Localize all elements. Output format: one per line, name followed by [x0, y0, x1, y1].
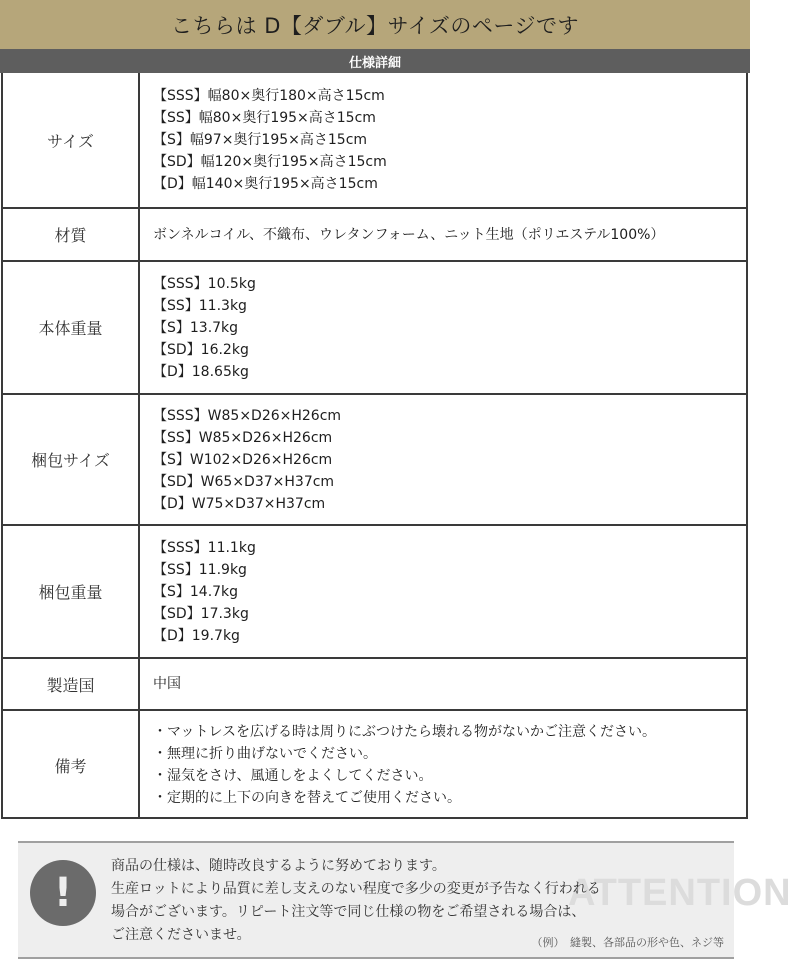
spec-label: 梱包サイズ	[3, 395, 140, 524]
spec-label: 梱包重量	[3, 526, 140, 657]
value-line: 中国	[153, 676, 181, 692]
value-line: 【SSS】W85×D26×H26cm	[153, 407, 342, 424]
value-line: 【SD】16.2kg	[153, 341, 249, 358]
value-line: 【SS】11.3kg	[153, 297, 247, 314]
spec-row-weight	[3, 260, 746, 393]
spec-value	[140, 262, 746, 393]
spec-label: 材質	[3, 209, 140, 260]
spec-label: 本体重量	[3, 262, 140, 393]
value-line: 【SD】幅120×奥行195×高さ15cm	[153, 154, 387, 170]
spec-row-size	[3, 73, 746, 207]
value-line: 【S】W102×D26×H26cm	[153, 451, 333, 468]
spec-label: 備考	[3, 711, 140, 819]
value-line: 【SD】17.3kg	[153, 605, 249, 622]
value-line: 【D】W75×D37×H37cm	[153, 495, 326, 512]
value-line: 【SS】幅80×奥行195×高さ15cm	[153, 110, 376, 126]
spec-row-package-size	[3, 393, 746, 524]
notice-divider-bottom	[18, 957, 734, 959]
spec-header	[0, 49, 750, 73]
spec-value	[140, 659, 746, 709]
notice-line: ご注意くださいませ。	[111, 927, 251, 943]
spec-label: 製造国	[3, 659, 140, 709]
value-line: 【SS】W85×D26×H26cm	[153, 429, 333, 446]
exclamation-mark: !	[53, 870, 73, 916]
value-line: 【SS】11.9kg	[153, 561, 247, 578]
value-line: 【D】幅140×奥行195×高さ15cm	[153, 176, 378, 192]
value-line: ・マットレスを広げる時は周りにぶつけたら壊れる物がないかご注意ください。	[153, 724, 657, 740]
spec-row-material	[3, 207, 746, 260]
spec-header-label: 仕様詳細	[348, 55, 401, 71]
value-line: 【S】幅97×奥行195×高さ15cm	[153, 132, 368, 148]
spec-value	[140, 73, 746, 207]
spec-value	[140, 395, 746, 524]
value-line: ・無理に折り曲げないでください。	[153, 746, 377, 762]
spec-row-origin	[3, 657, 746, 709]
spec-value	[140, 526, 746, 657]
value-line: 【S】14.7kg	[153, 583, 239, 600]
spec-label: サイズ	[3, 73, 140, 207]
value-line: 【SD】W65×D37×H37cm	[153, 473, 335, 490]
spec-table	[1, 73, 748, 819]
spec-value	[140, 711, 746, 819]
value-line: 【S】13.7kg	[153, 319, 239, 336]
notice-example: （例） 縫製、各部品の形や色、ネジ等	[531, 936, 724, 949]
spec-row-package-weight	[3, 524, 746, 657]
notice-line: 商品の仕様は、随時改良するように努めております。	[111, 858, 446, 874]
page-banner	[0, 0, 750, 49]
value-line: 【D】18.65kg	[153, 363, 249, 380]
value-line: 【SSS】11.1kg	[153, 539, 256, 556]
value-line: 【SSS】10.5kg	[153, 275, 256, 292]
value-line: 【D】19.7kg	[153, 627, 240, 644]
notice-text	[111, 855, 601, 947]
exclamation-icon	[30, 860, 96, 926]
notice-line: 生産ロットにより品質に差し支えのない程度で多少の変更が予告なく行われる	[111, 881, 601, 897]
spec-value	[140, 209, 746, 260]
value-line: ・湿気をさけ、風通しをよくしてください。	[153, 768, 433, 784]
attention-watermark: ATTENTION	[568, 872, 792, 914]
spec-row-notes	[3, 709, 746, 819]
banner-title: こちらは D【ダブル】サイズのページです	[171, 13, 579, 38]
notice-line: 場合がございます。リピート注文等で同じ仕様の物をご希望される場合は、	[111, 904, 586, 920]
value-line: ・定期的に上下の向きを替えてご使用ください。	[153, 790, 461, 806]
value-line: ボンネルコイル、不織布、ウレタンフォーム、ニット生地（ポリエステル100%）	[153, 226, 665, 243]
value-line: 【SSS】幅80×奥行180×高さ15cm	[153, 88, 385, 104]
